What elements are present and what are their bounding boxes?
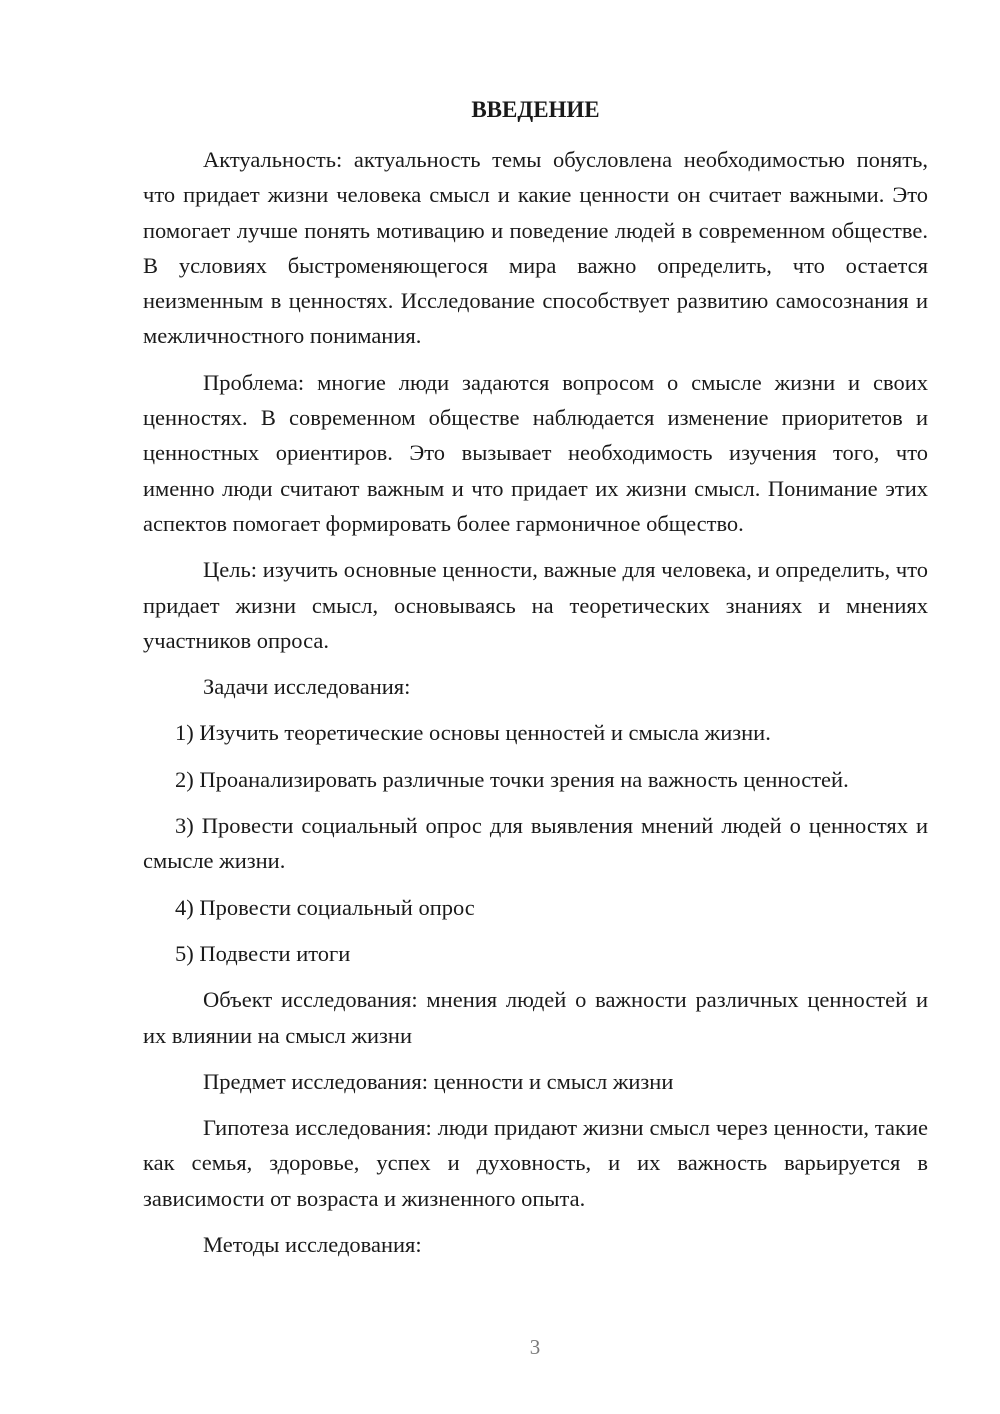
task-item-2: 2) Проанализировать различные точки зрения на важность ценностей. — [175, 766, 849, 792]
task-item-5: 5) Подвести итоги — [175, 940, 351, 966]
paragraph-subject: Предмет исследования: ценности и смысл жизни — [203, 1068, 674, 1094]
methods-heading: Методы исследования: — [203, 1232, 422, 1258]
paragraph-problem: Проблема: многие люди задаются вопросом о смысле жизни и своих ценностях. В современном обществе наблюдается изменение приоритетов и ценностных ориентиров. Это вызывает необходимость изучения того, что именно люди считают важным и что придает их жизни смысл. Понимание этих аспектов помогает формировать более гармоничное общество. — [143, 369, 928, 536]
page-number: 3 — [529, 1335, 541, 1359]
paragraph-goal: Цель: изучить основные ценности, важные для человека, и определить, что придает жизни смысл, основываясь на теоретических знаниях и мнениях участников опроса. — [143, 557, 928, 653]
section-title: ВВЕДЕНИЕ — [471, 97, 600, 122]
task-item-4: 4) Провести социальный опрос — [175, 894, 475, 920]
document-page — [143, 95, 928, 1273]
task-item-3: 3) Провести социальный опрос для выявления мнений людей о ценностях и смысле жизни. — [143, 813, 928, 874]
tasks-heading: Задачи исследования: — [203, 674, 411, 700]
task-item-1: 1) Изучить теоретические основы ценностей и смысла жизни. — [175, 720, 771, 746]
paragraph-relevance: Актуальность: актуальность темы обусловлена необходимостью понять, что придает жизни человека смысл и какие ценности он считает важными. Это помогает лучше понять мотивацию и поведение людей в современном обществе. В условиях быстроменяющегося мира важно определить, что остается неизменным в ценностях. Исследование способствует развитию самосознания и межличностного понимания. — [143, 147, 928, 349]
paragraph-hypothesis: Гипотеза исследования: люди придают жизни смысл через ценности, такие как семья, здоровье, успех и духовность, и их важность варьируется в зависимости от возраста и жизненного опыта. — [143, 1115, 928, 1211]
paragraph-object: Объект исследования: мнения людей о важности различных ценностей и их влиянии на смысл жизни — [143, 987, 928, 1048]
